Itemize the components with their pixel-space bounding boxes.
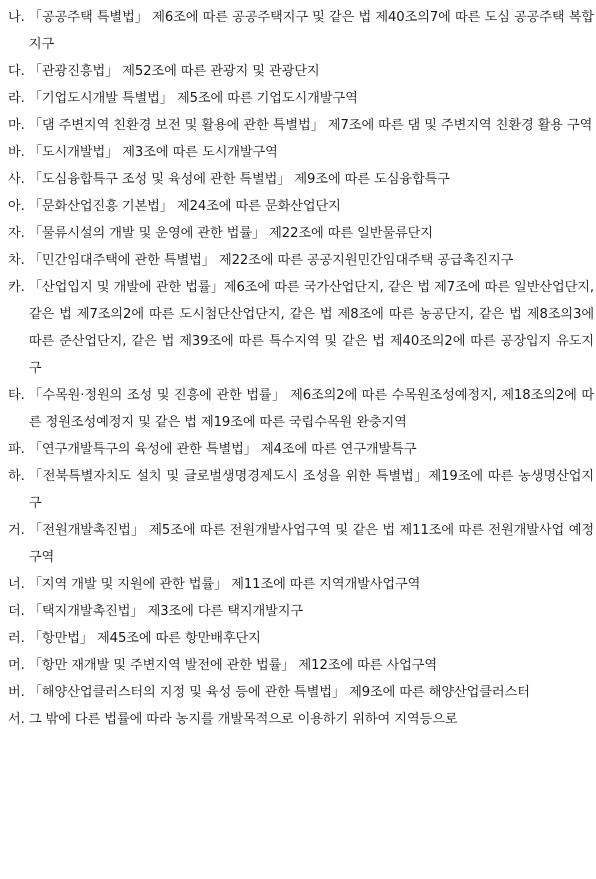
list-item — [8, 517, 594, 571]
item-text: 「민간임대주택에 관한 특별법」 제22조에 따른 공공지원민간임대주택 공급촉진지구 — [28, 253, 514, 268]
list-item — [8, 247, 594, 274]
item-marker: 버. — [8, 685, 29, 700]
item-text: 「해양산업클러스터의 지정 및 육성 등에 관한 특별법」 제9조에 따른 해양산업클러스터 — [28, 685, 530, 700]
item-text: 「물류시설의 개발 및 운영에 관한 법률」 제22조에 따른 일반물류단지 — [28, 226, 433, 241]
item-marker: 타. — [8, 388, 29, 403]
item-text: 「항만법」 제45조에 따른 항만배후단지 — [28, 631, 261, 646]
item-text: 「택지개발촉진법」 제3조에 다른 택지개발지구 — [28, 604, 304, 619]
item-text: 「문화산업진흥 기본법」 제24조에 따른 문화산업단지 — [28, 199, 341, 214]
item-marker: 더. — [8, 604, 29, 619]
item-text: 「댐 주변지역 친환경 보전 및 활용에 관한 특별법」 제7조에 따른 댐 및 주변지역 친환경 활용 구역 — [28, 118, 593, 133]
item-marker: 바. — [8, 145, 29, 160]
item-text: 「수목원·정원의 조성 및 진흥에 관한 법률」 제6조의2에 따른 수목원조성예정지, 제18조의2에 따른 정원조성예정지 및 같은 법 제19조에 따른 국립수목원 완충지역 — [28, 388, 594, 430]
item-text: 「도시개발법」 제3조에 따른 도시개발구역 — [28, 145, 278, 160]
list-item — [8, 382, 594, 436]
list-item — [8, 193, 594, 220]
item-marker: 거. — [8, 523, 29, 538]
list-item — [8, 166, 594, 193]
list-item — [8, 85, 594, 112]
list-item — [8, 112, 594, 139]
list-item — [8, 463, 594, 517]
item-text: 「지역 개발 및 지원에 관한 법률」 제11조에 따른 지역개발사업구역 — [28, 577, 421, 592]
list-item — [8, 652, 594, 679]
item-text: 「연구개발특구의 육성에 관한 특별법」 제4조에 따른 연구개발특구 — [28, 442, 417, 457]
item-text: 「관광진흥법」 제52조에 따른 관광지 및 관광단지 — [28, 64, 320, 79]
item-marker: 카. — [8, 280, 29, 295]
list-item — [8, 598, 594, 625]
item-text: 「전북특별자치도 설치 및 글로벌생명경제도시 조성을 위한 특별법」제19조에 따른 농생명산업지구 — [28, 469, 594, 511]
item-marker: 라. — [8, 91, 29, 106]
list-item — [8, 4, 594, 58]
item-marker: 차. — [8, 253, 29, 268]
item-marker: 아. — [8, 199, 29, 214]
item-text: 「전원개발촉진법」 제5조에 따른 전원개발사업구역 및 같은 법 제11조에 따른 전원개발사업 예정구역 — [28, 523, 594, 565]
item-marker: 사. — [8, 172, 29, 187]
item-marker: 러. — [8, 631, 29, 646]
item-marker: 마. — [8, 118, 29, 133]
item-text: 그 밖에 다른 법률에 따라 농지를 개발목적으로 이용하기 위하여 지역등으로 — [28, 712, 458, 727]
list-item — [8, 571, 594, 598]
item-marker: 서. — [8, 712, 29, 727]
item-text: 「산업입지 및 개발에 관한 법률」제6조에 따른 국가산업단지, 같은 법 제7조에 따른 일반산업단지, 같은 법 제7조의2에 따른 도시첨단산업단지, 같은 법 제8조에 따른 농공단지, 같은 법 제8조의3에 따른 준산업단지, 같은 법 제39조에 따른 특수지역 및 같은 법 제40조의2에 따른 공장입지 유도지구 — [28, 280, 594, 376]
item-marker: 머. — [8, 658, 29, 673]
list-item — [8, 58, 594, 85]
item-marker: 파. — [8, 442, 29, 457]
list-item — [8, 679, 594, 706]
item-marker: 하. — [8, 469, 29, 484]
item-text: 「항만 재개발 및 주변지역 발전에 관한 법률」 제12조에 따른 사업구역 — [28, 658, 438, 673]
item-marker: 나. — [8, 10, 29, 25]
list-item — [8, 436, 594, 463]
item-text: 「도심융합특구 조성 및 육성에 관한 특별법」 제9조에 따른 도심융합특구 — [28, 172, 450, 187]
list-item — [8, 706, 594, 733]
list-item — [8, 220, 594, 247]
list-item — [8, 625, 594, 652]
item-text: 「기업도시개발 특별법」 제5조에 따른 기업도시개발구역 — [28, 91, 358, 106]
item-marker: 다. — [8, 64, 29, 79]
item-marker: 자. — [8, 226, 29, 241]
list-item — [8, 139, 594, 166]
zone-list — [8, 4, 594, 733]
item-marker: 너. — [8, 577, 29, 592]
list-item — [8, 274, 594, 382]
item-text: 「공공주택 특별법」 제6조에 따른 공공주택지구 및 같은 법 제40조의7에 따른 도심 공공주택 복합지구 — [28, 10, 594, 52]
